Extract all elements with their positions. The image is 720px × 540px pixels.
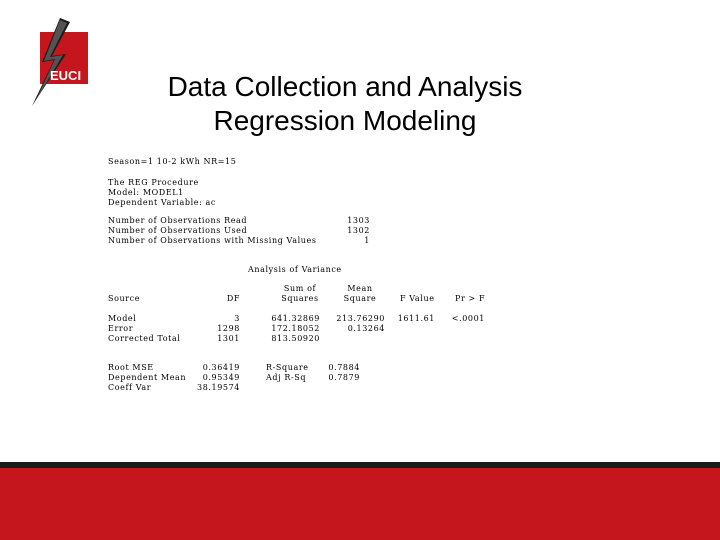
row-ss: 813.50920 (271, 334, 320, 343)
row-ss: 641.32869 (271, 314, 320, 323)
dependent-variable: Dependent Variable: ac (108, 198, 216, 207)
col-square: Square (343, 294, 377, 303)
row-ss: 172.18052 (271, 324, 320, 333)
col-pr-f: Pr > F (455, 294, 486, 303)
fit-value: 0.95349 (202, 373, 240, 382)
row-f: 1611.61 (397, 314, 435, 323)
fit-label: Dependent Mean (108, 373, 187, 382)
obs-value: 1302 (347, 226, 370, 235)
title-line-2: Regression Modeling (213, 105, 477, 136)
row-ms: 0.13264 (347, 324, 385, 333)
fit-stat-value: 0.7884 (328, 363, 360, 372)
col-source: Source (108, 294, 141, 303)
obs-value: 1 (364, 236, 370, 245)
row-df: 1298 (217, 324, 240, 333)
fit-stat: R-Square (266, 363, 309, 372)
row-df: 1301 (217, 334, 240, 343)
fit-stat-value: 0.7879 (328, 373, 360, 382)
row-source: Error (108, 324, 134, 333)
row-p: <.0001 (451, 314, 485, 323)
obs-label: Number of Observations with Missing Values (108, 236, 317, 245)
col-squares: Squares (281, 294, 319, 303)
row-ms: 213.76290 (336, 314, 385, 323)
col-sum-of: Sum of (283, 284, 317, 293)
footer-band (0, 468, 720, 540)
fit-value: 0.36419 (202, 363, 240, 372)
fit-value: 38.19574 (197, 383, 240, 392)
model-name: Model: MODEL1 (108, 188, 184, 197)
fit-label: Root MSE (108, 363, 154, 372)
procedure-name: The REG Procedure (108, 178, 199, 187)
row-df: 3 (234, 314, 240, 323)
obs-value: 1303 (347, 216, 370, 225)
sas-header: Season=1 10-2 kWh NR=15 (108, 157, 237, 166)
col-mean: Mean (347, 284, 373, 293)
anova-title: Analysis of Variance (248, 265, 342, 274)
fit-label: Coeff Var (108, 383, 152, 392)
col-df: DF (226, 294, 240, 303)
row-source: Corrected Total (108, 334, 181, 343)
row-source: Model (108, 314, 137, 323)
logo-text: EUCI (50, 68, 82, 83)
obs-label: Number of Observations Used (108, 226, 248, 235)
obs-label: Number of Observations Read (108, 216, 248, 225)
col-f-value: F Value (400, 294, 435, 303)
fit-stat: Adj R-Sq (266, 373, 307, 382)
title-line-1: Data Collection and Analysis (167, 71, 523, 102)
